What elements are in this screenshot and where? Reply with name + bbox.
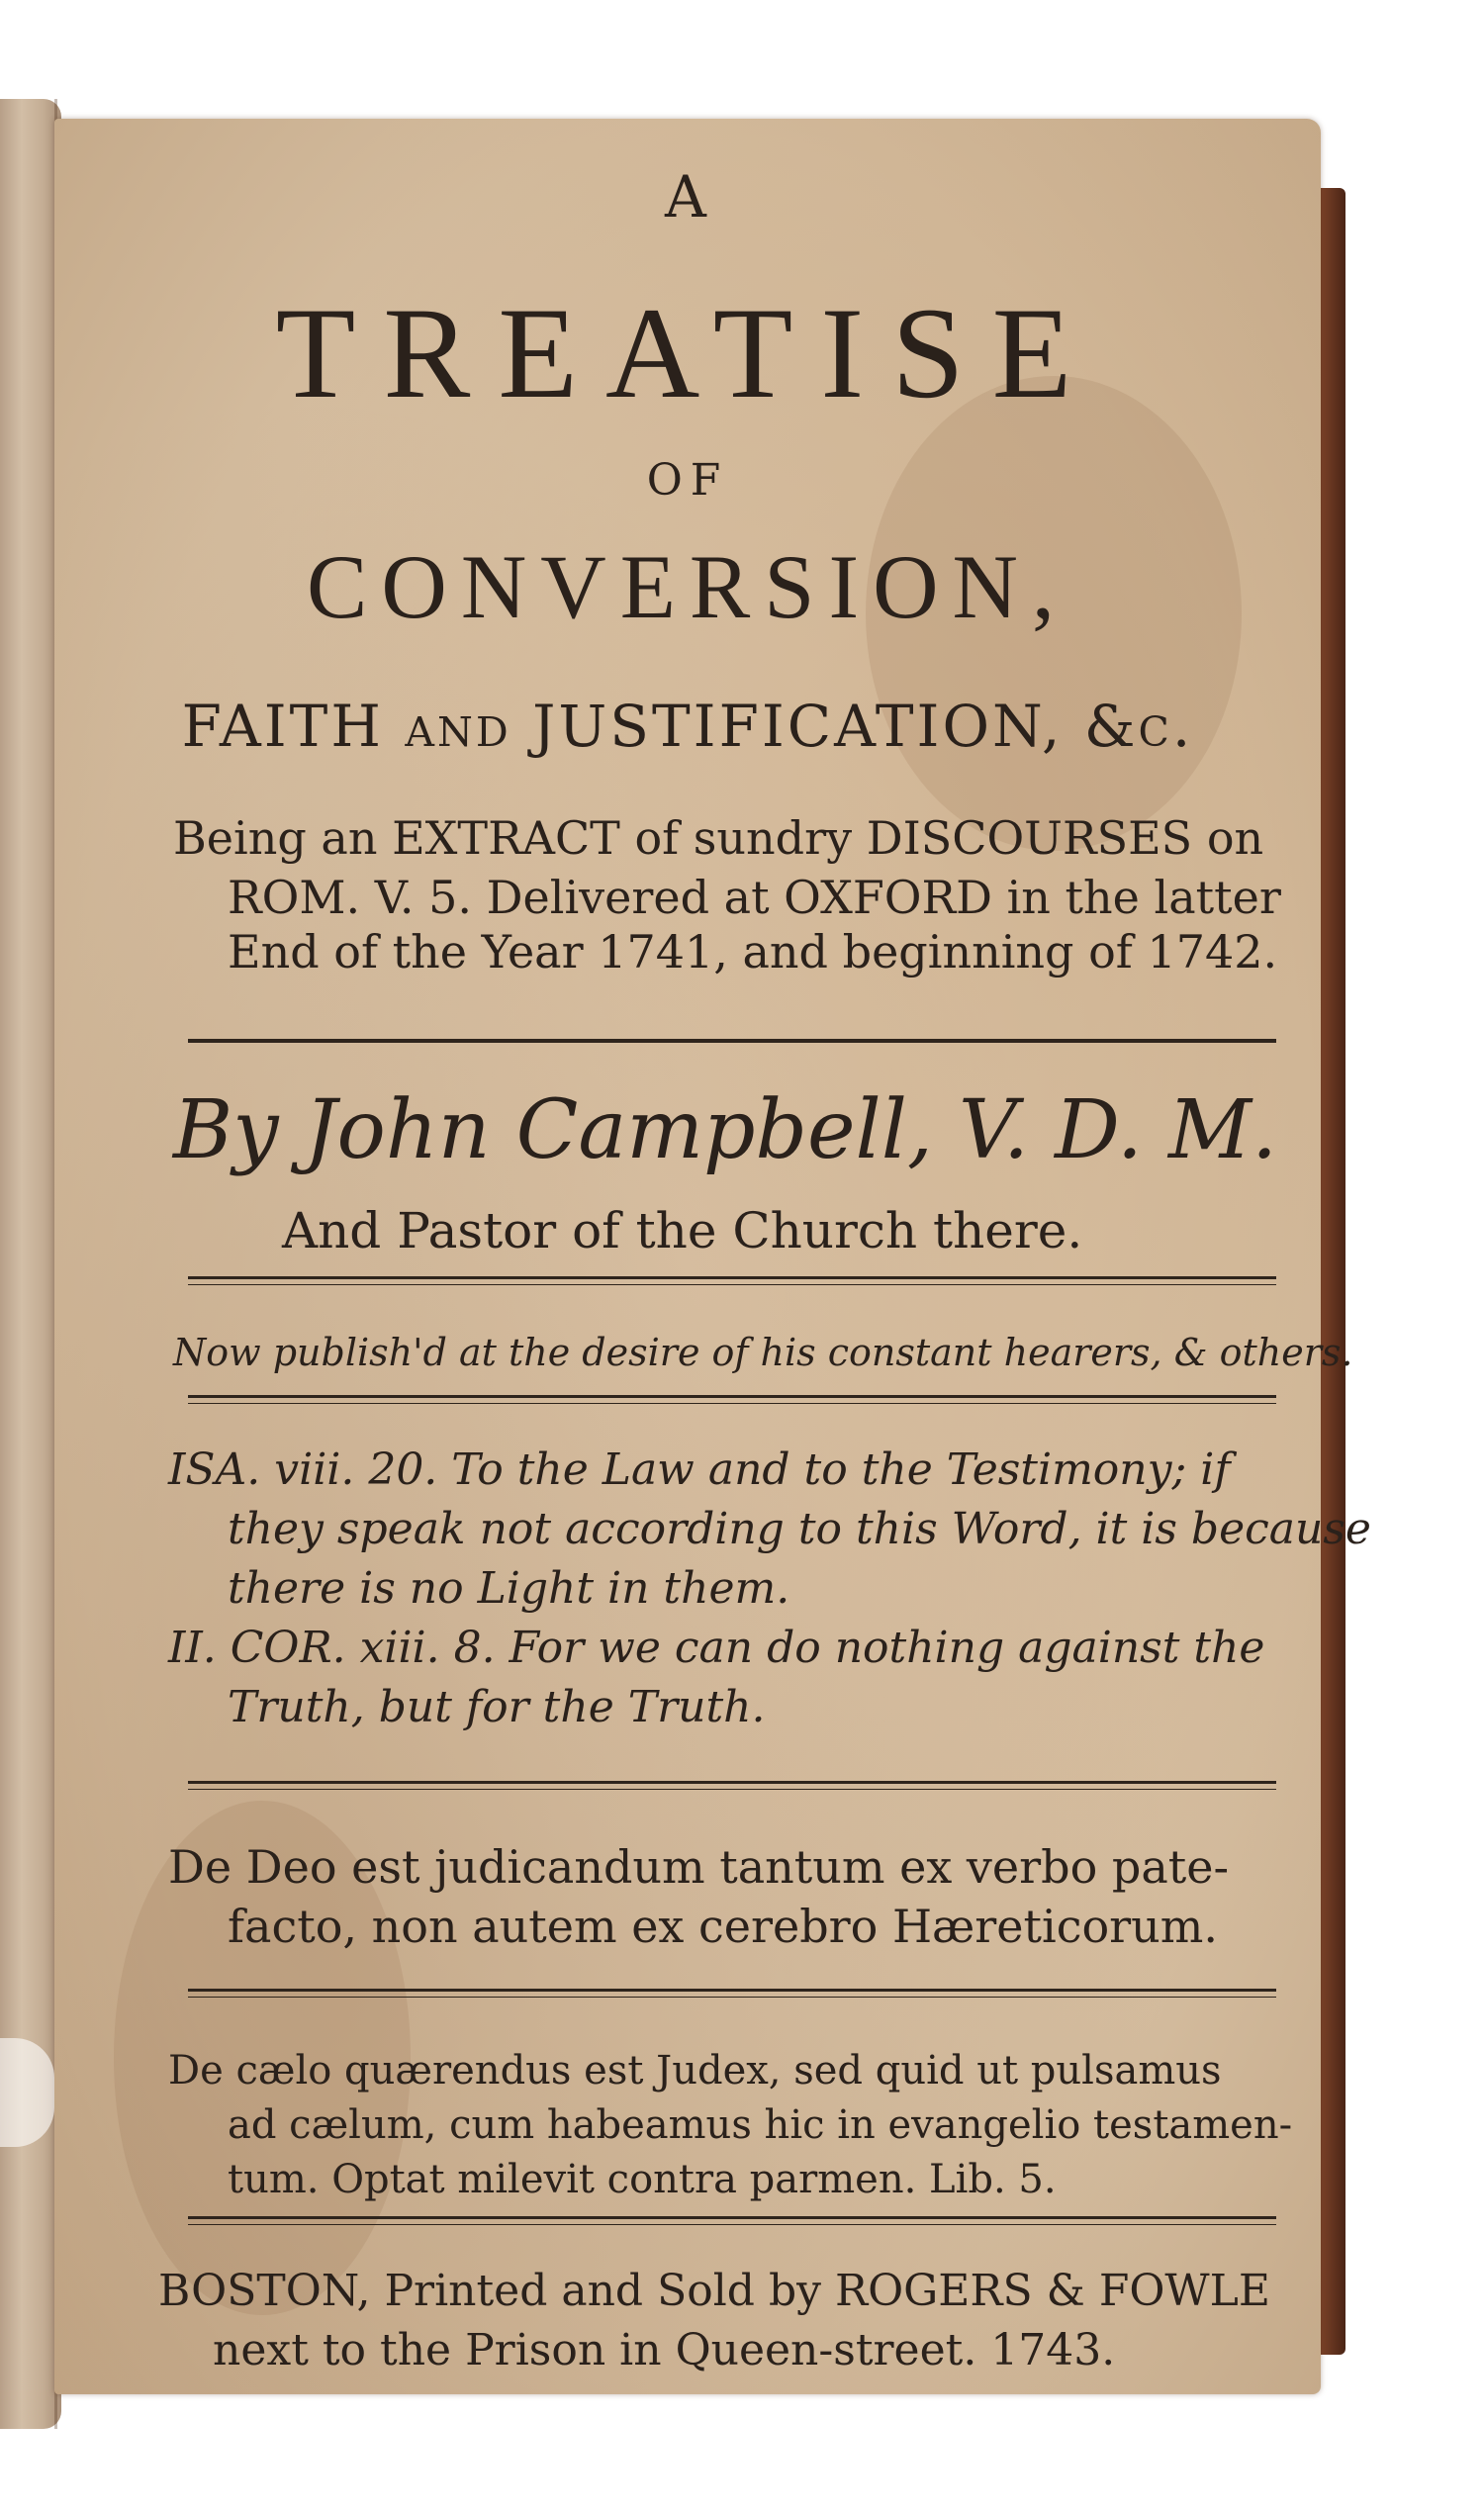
latin-quote-line: ad cælum, cum habeamus hic in evangelio testamen- — [228, 2102, 1293, 2148]
published-note: Now publish'd at the desire of his constant hearers, & others. — [173, 1331, 1353, 1374]
author-line: By John Campbell, V. D. M. — [173, 1083, 1278, 1177]
divider-rule — [188, 1781, 1276, 1790]
title-page — [54, 119, 1371, 2394]
scripture-line: II. COR. xiii. 8. For we can do nothing against the — [168, 1623, 1265, 1673]
scripture-line: Truth, but for the Truth. — [228, 1682, 766, 1732]
description-line: ROM. V. 5. Delivered at OXFORD in the latter — [228, 871, 1281, 924]
title-conversion: CONVERSION, — [307, 536, 1068, 637]
page-tear — [0, 2038, 54, 2147]
scripture-line: they speak not according to this Word, it is because — [228, 1504, 1371, 1554]
latin-quote-line: tum. Optat milevit contra parmen. Lib. 5. — [228, 2157, 1057, 2202]
scripture-line: ISA. viii. 20. To the Law and to the Testimony; if — [168, 1444, 1231, 1495]
divider-rule — [188, 2216, 1276, 2225]
divider-rule — [188, 1276, 1276, 1285]
divider-rule — [188, 1395, 1276, 1404]
latin-quote-line: facto, non autem ex cerebro Hæreticorum. — [228, 1900, 1219, 1953]
title-of: OF — [646, 455, 729, 506]
latin-quote-line: De Deo est judicandum tantum ex verbo pate- — [168, 1840, 1230, 1894]
imprint-line: BOSTON, Printed and Sold by ROGERS & FOWLE — [158, 2266, 1270, 2316]
latin-quote-line: De cælo quærendus est Judex, sed quid ut pulsamus — [168, 2048, 1222, 2094]
description-line: End of the Year 1741, and beginning of 1742. — [228, 925, 1278, 978]
divider-rule — [188, 1989, 1276, 1998]
description-line: Being an EXTRACT of sundry DISCOURSES on — [173, 811, 1264, 865]
subtitle: FAITH and JUSTIFICATION, &c. — [181, 693, 1194, 760]
divider-rule — [188, 1039, 1276, 1043]
imprint-line: next to the Prison in Queen-street. 1743. — [213, 2325, 1116, 2375]
scripture-line: there is no Light in them. — [228, 1563, 790, 1614]
author-role: And Pastor of the Church there. — [282, 1202, 1083, 1259]
title-article: A — [665, 163, 710, 231]
title-main: TREATISE — [275, 280, 1100, 425]
title-page-text — [54, 119, 1371, 2394]
